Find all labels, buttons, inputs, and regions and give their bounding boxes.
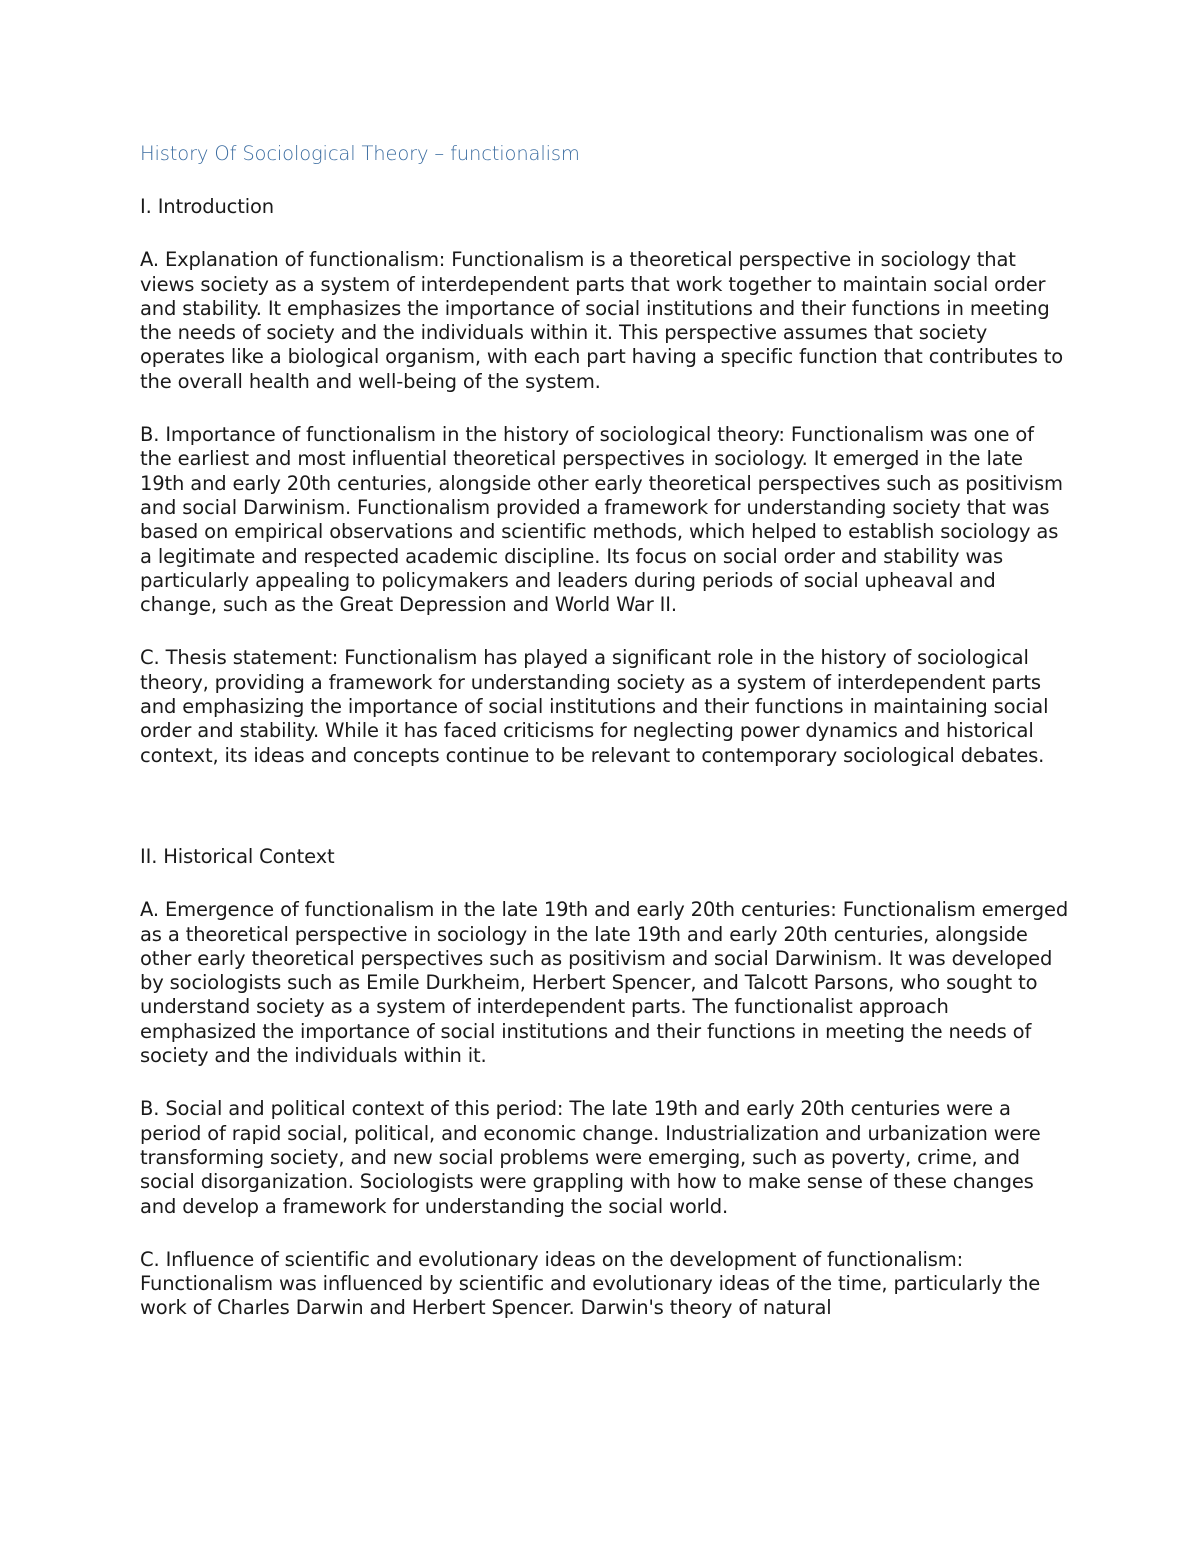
section-historical-context: [140, 845, 1070, 1321]
paragraph: C. Influence of scientific and evolutionary ideas on the development of functionalism: Functionalism was influenced by scientific and evolutionary ideas of the time, particularly the work of Charles Darwin and Herbert Spencer. Darwin's theory of natural: [140, 1247, 1041, 1320]
document-title: History Of Sociological Theory – functionalism: [140, 142, 580, 165]
document-page: [140, 142, 1070, 1350]
paragraph: A. Emergence of functionalism in the late 19th and early 20th centuries: Functionalism emerged as a theoretical perspective in sociology in the late 19th and early 20th centuries, alongside other early theoretical perspectives such as positivism and social Darwinism. It was developed by sociologists such as Emile Durkheim, Herbert Spencer, and Talcott Parsons, who sought to understand society as a system of interdependent parts. The functionalist approach emphasized the importance of social institutions and their functions in meeting the needs of society and the individuals within it.: [140, 898, 1069, 1068]
paragraph: B. Social and political context of this period: The late 19th and early 20th centuries were a period of rapid social, political, and economic change. Industrialization and urbanization were transforming society, and new social problems were emerging, such as poverty, crime, and social disorganization. Sociologists were grappling with how to make sense of these changes and develop a framework for understanding the social world.: [140, 1097, 1041, 1218]
section-heading: II. Historical Context: [140, 844, 335, 868]
section-heading: I. Introduction: [140, 195, 274, 218]
paragraph: C. Thesis statement: Functionalism has played a significant role in the history of sociological theory, providing a framework for understanding society as a system of interdependent parts and emphasizing the importance of social institutions and their functions in maintaining social order and stability. While it has faced criticisms for neglecting power dynamics and historical context, its ideas and concepts continue to be relevant to contemporary sociological debates.: [140, 646, 1049, 767]
paragraph: B. Importance of functionalism in the history of sociological theory: Functionalism was one of the earliest and most influential theoretical perspectives in sociology. It emerged in the late 19th and early 20th centuries, alongside other early theoretical perspectives such as positivism and social Darwinism. Functionalism provided a framework for understanding society that was based on empirical observations and scientific methods, which helped to establish sociology as a legitimate and respected academic discipline. Its focus on social order and stability was particularly appealing to policymakers and leaders during periods of social upheaval and change, such as the Great Depression and World War II.: [140, 423, 1063, 617]
paragraph: A. Explanation of functionalism: Functionalism is a theoretical perspective in sociology that views society as a system of interdependent parts that work together to maintain social order and stability. It emphasizes the importance of social institutions and their functions in meeting the needs of society and the individuals within it. This perspective assumes that society operates like a biological organism, with each part having a specific function that contributes to the overall health and well-being of the system.: [140, 248, 1064, 393]
section-spacer: [140, 797, 1070, 845]
section-introduction: [140, 195, 1070, 768]
